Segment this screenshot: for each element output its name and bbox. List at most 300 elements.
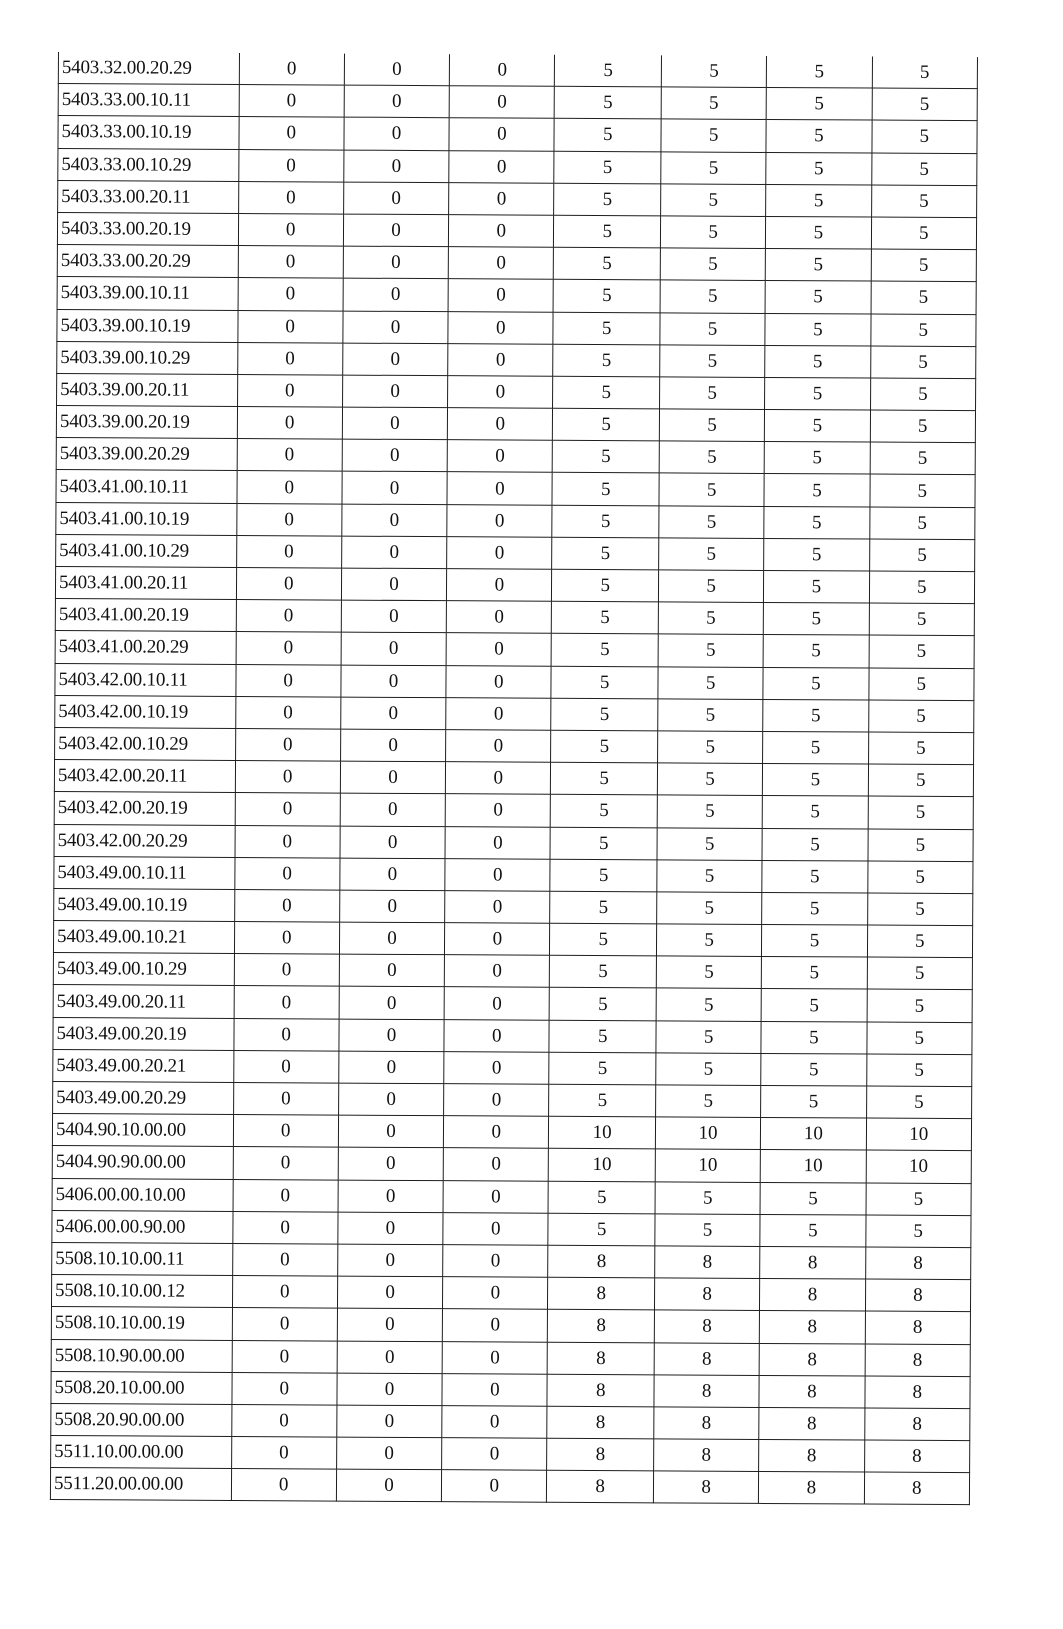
rate-cell-r4: 5: [550, 827, 657, 860]
rate-cell-r2: 0: [338, 1180, 443, 1213]
tariff-code-cell: 5403.49.00.10.19: [54, 888, 235, 921]
rate-cell-r2: 0: [336, 1437, 441, 1470]
rate-cell-r4: 5: [551, 795, 658, 828]
rate-cell-r6: 5: [763, 764, 868, 797]
rate-cell-r1: 0: [235, 664, 340, 697]
rate-cell-r6: 5: [765, 377, 870, 410]
rate-cell-r7: 5: [870, 442, 976, 475]
rate-cell-r3: 0: [446, 762, 551, 795]
rate-cell-r5: 5: [657, 892, 762, 925]
rate-cell-r2: 0: [342, 375, 447, 408]
table-row: [56, 406, 975, 443]
rate-cell-r1: 0: [235, 793, 340, 826]
tariff-code-cell: 5403.39.00.20.11: [57, 373, 238, 406]
rate-cell-r2: 0: [343, 246, 448, 279]
rate-cell-r2: 0: [338, 1115, 443, 1148]
tariff-code-cell: 5403.39.00.20.19: [56, 406, 237, 439]
rate-cell-r2: 0: [337, 1373, 442, 1406]
table-row: [52, 1146, 971, 1183]
rate-cell-r4: 5: [553, 376, 660, 409]
tariff-code-cell: 5403.41.00.20.11: [55, 566, 236, 599]
rate-cell-r5: 5: [660, 248, 765, 281]
rate-cell-r3: 0: [448, 311, 553, 344]
rate-cell-r5: 8: [654, 1407, 759, 1440]
rate-cell-r6: 5: [766, 120, 871, 153]
table-row: [53, 1049, 972, 1086]
tariff-code-cell: 5403.39.00.10.11: [57, 277, 238, 310]
rate-cell-r5: 5: [659, 538, 764, 571]
tariff-code-cell: 5403.33.00.20.19: [57, 212, 238, 245]
tariff-code-cell: 5403.33.00.10.11: [58, 84, 239, 117]
table-row: [56, 470, 975, 507]
table-row: [58, 52, 977, 89]
rate-cell-r5: 8: [654, 1342, 759, 1375]
rate-cell-r6: 5: [761, 989, 866, 1022]
rate-cell-r5: 5: [657, 795, 762, 828]
rate-cell-r1: 0: [236, 568, 341, 601]
tariff-code-cell: 5508.10.10.00.19: [51, 1307, 232, 1340]
rate-cell-r5: 5: [656, 988, 761, 1021]
rate-cell-r3: 0: [449, 54, 554, 86]
rate-cell-r4: 8: [548, 1342, 655, 1375]
rate-cell-r5: 5: [659, 409, 764, 442]
rate-cell-r1: 0: [234, 954, 339, 987]
rate-cell-r5: 5: [657, 860, 762, 893]
table-row: [57, 341, 976, 378]
rate-cell-r6: 5: [766, 184, 871, 217]
tariff-code-cell: 5403.39.00.10.19: [57, 309, 238, 342]
rate-cell-r4: 5: [549, 1020, 656, 1053]
rate-cell-r3: 0: [443, 1180, 548, 1213]
rate-cell-r5: 5: [658, 699, 763, 732]
table-row: [53, 921, 972, 958]
rate-cell-r3: 0: [444, 1019, 549, 1052]
rate-cell-r1: 0: [239, 53, 344, 85]
rate-cell-r5: 5: [658, 570, 763, 603]
rate-cell-r1: 0: [237, 310, 342, 343]
tariff-code-cell: 5403.42.00.20.11: [54, 760, 235, 793]
rate-cell-r7: 5: [866, 1183, 972, 1216]
tariff-code-cell: 5403.42.00.10.19: [55, 695, 236, 728]
rate-cell-r7: 8: [865, 1311, 971, 1344]
rate-cell-r1: 0: [238, 149, 343, 182]
rate-cell-r2: 0: [341, 665, 446, 698]
rate-cell-r5: 5: [661, 184, 766, 217]
rate-cell-r7: 5: [869, 603, 975, 636]
rate-cell-r6: 5: [762, 796, 867, 829]
rate-cell-r7: 5: [868, 668, 974, 701]
rate-cell-r2: 0: [340, 761, 445, 794]
rate-cell-r4: 5: [554, 183, 661, 216]
rate-cell-r2: 0: [344, 150, 449, 183]
rate-cell-r4: 5: [552, 569, 659, 602]
rate-cell-r5: 5: [658, 666, 763, 699]
tariff-code-cell: 5403.49.00.20.29: [53, 1081, 234, 1114]
rate-cell-r7: 8: [864, 1440, 970, 1473]
rate-cell-r2: 0: [338, 1147, 443, 1180]
tariff-code-cell: 5403.39.00.10.29: [57, 341, 238, 374]
rate-cell-r4: 8: [547, 1374, 654, 1407]
rate-cell-r7: 5: [867, 925, 973, 958]
tariff-code-cell: 5403.41.00.10.19: [56, 502, 237, 535]
tariff-code-cell: 5403.32.00.20.29: [58, 52, 239, 85]
rate-cell-r4: 5: [554, 119, 661, 152]
table-row: [57, 245, 976, 282]
rate-cell-r7: 5: [869, 539, 975, 572]
rate-cell-r3: 0: [446, 665, 551, 698]
rate-cell-r7: 8: [864, 1472, 970, 1505]
table-row: [52, 1242, 971, 1279]
rate-cell-r1: 0: [235, 825, 340, 858]
rate-cell-r6: 8: [759, 1439, 864, 1472]
table-row: [52, 1114, 971, 1151]
rate-cell-r5: 5: [659, 377, 764, 410]
tariff-code-cell: 5508.10.10.00.12: [51, 1275, 232, 1308]
rate-cell-r5: 5: [657, 827, 762, 860]
tariff-code-cell: 5403.42.00.10.29: [55, 727, 236, 760]
rate-cell-r5: 5: [657, 763, 762, 796]
table-row: [57, 277, 976, 314]
rate-cell-r7: 5: [866, 1086, 972, 1119]
rate-cell-r5: 5: [655, 1214, 760, 1247]
tariff-code-cell: 5403.33.00.10.29: [58, 148, 239, 181]
rate-cell-r5: 5: [656, 956, 761, 989]
rate-cell-r6: 10: [760, 1150, 865, 1183]
rate-cell-r1: 0: [239, 117, 344, 150]
rate-cell-r6: 5: [767, 56, 872, 88]
rate-cell-r6: 5: [764, 442, 869, 475]
rate-cell-r7: 5: [870, 378, 976, 411]
rate-cell-r5: 5: [657, 731, 762, 764]
rate-cell-r1: 0: [233, 1147, 338, 1180]
rate-cell-r4: 5: [553, 312, 660, 345]
rate-cell-r2: 0: [341, 568, 446, 601]
rate-cell-r4: 5: [554, 215, 661, 248]
rate-cell-r1: 0: [234, 986, 339, 1019]
rate-cell-r6: 5: [760, 1214, 865, 1247]
rate-cell-r6: 5: [763, 667, 868, 700]
tariff-code-cell: 5403.39.00.20.29: [56, 438, 237, 471]
rate-cell-r5: 5: [658, 634, 763, 667]
rate-cell-r7: 5: [868, 829, 974, 862]
rate-cell-r3: 0: [444, 1116, 549, 1149]
table-row: [54, 760, 973, 797]
rate-cell-r7: 5: [868, 764, 974, 797]
rate-cell-r2: 0: [340, 729, 445, 762]
rate-cell-r3: 0: [448, 376, 553, 409]
rate-cell-r3: 0: [445, 923, 550, 956]
rate-cell-r4: 5: [550, 923, 657, 956]
rate-cell-r4: 8: [548, 1245, 655, 1278]
table-row: [56, 534, 975, 571]
rate-cell-r4: 5: [550, 988, 657, 1021]
rate-cell-r4: 8: [547, 1438, 654, 1471]
table-row: [53, 953, 972, 990]
rate-cell-r2: 0: [342, 439, 447, 472]
rate-cell-r5: 5: [660, 312, 765, 345]
rate-cell-r1: 0: [238, 213, 343, 246]
table-row: [51, 1275, 970, 1312]
rate-cell-r6: 5: [761, 1085, 866, 1118]
tariff-code-cell: 5403.49.00.20.21: [53, 1049, 234, 1082]
rate-cell-r6: 5: [765, 249, 870, 282]
rate-cell-r4: 5: [555, 86, 662, 119]
rate-cell-r7: 5: [870, 346, 976, 379]
tariff-code-cell: 5403.33.00.20.11: [58, 180, 239, 213]
rate-cell-r5: 5: [661, 87, 766, 120]
tariff-code-cell: 5403.42.00.10.11: [55, 663, 236, 696]
rate-cell-r2: 0: [339, 1019, 444, 1052]
rate-cell-r2: 0: [341, 536, 446, 569]
tariff-code-cell: 5403.33.00.10.19: [58, 116, 239, 149]
rate-cell-r3: 0: [442, 1406, 547, 1439]
table-row: [51, 1339, 970, 1376]
rate-cell-r2: 0: [344, 54, 449, 86]
rate-cell-r3: 0: [446, 730, 551, 763]
rate-cell-r3: 0: [449, 182, 554, 215]
rate-cell-r3: 0: [448, 247, 553, 280]
rate-cell-r3: 0: [444, 987, 549, 1020]
rate-cell-r6: 5: [762, 892, 867, 925]
table-row: [52, 1178, 971, 1215]
rate-cell-r1: 0: [235, 696, 340, 729]
rate-cell-r6: 5: [766, 216, 871, 249]
rate-cell-r4: 5: [548, 1213, 655, 1246]
rate-cell-r1: 0: [234, 857, 339, 890]
rate-cell-r4: 10: [549, 1116, 656, 1149]
rate-cell-r2: 0: [339, 987, 444, 1020]
rate-cell-r6: 10: [761, 1118, 866, 1151]
rate-cell-r7: 5: [871, 281, 977, 314]
tariff-code-cell: 5403.49.00.20.11: [53, 985, 234, 1018]
rate-cell-r7: 5: [869, 507, 975, 540]
rate-cell-r6: 8: [760, 1246, 865, 1279]
table-row: [55, 663, 974, 700]
rate-cell-r2: 0: [337, 1276, 442, 1309]
rate-cell-r7: 5: [867, 861, 973, 894]
rate-cell-r1: 0: [231, 1404, 336, 1437]
rate-cell-r1: 0: [236, 535, 341, 568]
rate-cell-r4: 5: [552, 634, 659, 667]
rate-cell-r4: 5: [549, 1181, 656, 1214]
rate-cell-r4: 8: [548, 1277, 655, 1310]
rate-cell-r2: 0: [338, 1244, 443, 1277]
rate-cell-r3: 0: [447, 504, 552, 537]
rate-cell-r6: 5: [763, 731, 868, 764]
rate-cell-r4: 5: [551, 762, 658, 795]
rate-cell-r3: 0: [449, 118, 554, 151]
rate-cell-r7: 5: [866, 1022, 972, 1055]
rate-cell-r3: 0: [449, 150, 554, 183]
rate-cell-r5: 8: [654, 1375, 759, 1408]
rate-cell-r7: 8: [865, 1376, 971, 1409]
rate-cell-r6: 5: [765, 313, 870, 346]
rate-cell-r2: 0: [340, 793, 445, 826]
tariff-code-cell: 5403.41.00.20.19: [55, 599, 236, 632]
rate-cell-r6: 5: [762, 957, 867, 990]
rate-cell-r7: 5: [870, 410, 976, 443]
rate-cell-r3: 0: [447, 536, 552, 569]
rate-cell-r2: 0: [343, 182, 448, 215]
table-row: [52, 1210, 971, 1247]
rate-cell-r6: 5: [763, 699, 868, 732]
rate-cell-r7: 8: [865, 1247, 971, 1280]
rate-cell-r5: 8: [654, 1278, 759, 1311]
rate-cell-r7: 8: [864, 1408, 970, 1441]
rate-cell-r3: 0: [448, 279, 553, 312]
table-row: [54, 824, 973, 861]
rate-cell-r6: 8: [759, 1472, 864, 1505]
table-row: [53, 1017, 972, 1054]
tariff-code-cell: 5508.20.10.00.00: [51, 1371, 232, 1404]
rate-cell-r1: 0: [231, 1437, 336, 1470]
table-row: [56, 438, 975, 475]
rate-cell-r5: 8: [653, 1471, 758, 1504]
rate-cell-r2: 0: [337, 1405, 442, 1438]
table-row: [58, 84, 977, 121]
rate-cell-r3: 0: [447, 440, 552, 473]
rate-cell-r2: 0: [336, 1469, 441, 1502]
rate-cell-r1: 0: [232, 1243, 337, 1276]
rate-cell-r6: 5: [761, 1053, 866, 1086]
rate-cell-r4: 5: [554, 151, 661, 184]
rate-cell-r5: 5: [656, 1053, 761, 1086]
table-row: [57, 212, 976, 249]
rate-cell-r5: 5: [661, 55, 766, 87]
rate-cell-r1: 0: [231, 1372, 336, 1405]
rate-cell-r7: 5: [868, 700, 974, 733]
rate-cell-r2: 0: [340, 858, 445, 891]
rate-cell-r3: 0: [449, 86, 554, 119]
rate-cell-r4: 5: [551, 666, 658, 699]
rate-cell-r5: 5: [659, 473, 764, 506]
rate-cell-r3: 0: [444, 1051, 549, 1084]
rate-cell-r3: 0: [442, 1373, 547, 1406]
rate-cell-r4: 5: [550, 956, 657, 989]
rate-cell-r2: 0: [341, 632, 446, 665]
rate-cell-r4: 5: [549, 1084, 656, 1117]
rate-cell-r6: 5: [762, 860, 867, 893]
tariff-code-cell: 5403.49.00.10.21: [53, 921, 234, 954]
scanned-page: [50, 52, 978, 1506]
rate-cell-r4: 5: [552, 601, 659, 634]
rate-cell-r6: 8: [760, 1311, 865, 1344]
rate-cell-r6: 5: [765, 345, 870, 378]
rate-cell-r5: 5: [660, 216, 765, 249]
rate-cell-r7: 5: [871, 217, 977, 250]
rate-cell-r4: 5: [553, 344, 660, 377]
tariff-code-cell: 5403.41.00.10.11: [56, 470, 237, 503]
rate-cell-r2: 0: [337, 1341, 442, 1374]
rate-cell-r3: 0: [443, 1148, 548, 1181]
rate-cell-r7: 5: [869, 635, 975, 668]
rate-cell-r4: 5: [551, 698, 658, 731]
table-row: [57, 373, 976, 410]
table-row: [54, 888, 973, 925]
rate-cell-r3: 0: [447, 472, 552, 505]
rate-cell-r5: 5: [660, 280, 765, 313]
table-row: [54, 792, 973, 829]
rate-cell-r1: 0: [237, 374, 342, 407]
rate-cell-r2: 0: [337, 1308, 442, 1341]
rate-cell-r6: 8: [760, 1279, 865, 1312]
rate-cell-r5: 5: [658, 602, 763, 635]
tariff-code-cell: 5403.42.00.20.29: [54, 824, 235, 857]
table-row: [51, 1307, 970, 1344]
rate-cell-r2: 0: [340, 826, 445, 859]
rate-cell-r6: 8: [759, 1407, 864, 1440]
rate-cell-r3: 0: [447, 569, 552, 602]
rate-cell-r1: 0: [238, 181, 343, 214]
table-row: [50, 1468, 969, 1505]
rate-cell-r3: 0: [445, 794, 550, 827]
rate-cell-r6: 5: [764, 474, 869, 507]
rate-cell-r6: 5: [762, 925, 867, 958]
rate-cell-r2: 0: [343, 278, 448, 311]
rate-cell-r1: 0: [238, 278, 343, 311]
rate-cell-r4: 5: [555, 55, 662, 87]
rate-cell-r4: 5: [549, 1052, 656, 1085]
rate-cell-r7: 5: [865, 1215, 971, 1248]
rate-cell-r7: 10: [866, 1118, 972, 1151]
rate-cell-r4: 8: [547, 1471, 654, 1504]
rate-cell-r3: 0: [444, 1084, 549, 1117]
rate-cell-r3: 0: [445, 891, 550, 924]
tariff-code-cell: 5403.41.00.10.29: [56, 534, 237, 567]
rate-cell-r6: 8: [759, 1343, 864, 1376]
rate-cell-r2: 0: [341, 697, 446, 730]
rate-cell-r4: 5: [552, 505, 659, 538]
rate-cell-r3: 0: [445, 826, 550, 859]
table-row: [55, 599, 974, 636]
tariff-code-cell: 5406.00.00.10.00: [52, 1178, 233, 1211]
rate-cell-r3: 0: [449, 215, 554, 248]
rate-cell-r3: 0: [446, 697, 551, 730]
tariff-table-body: [50, 52, 977, 1505]
table-row: [57, 309, 976, 346]
table-row: [51, 1371, 970, 1408]
rate-cell-r6: 5: [763, 635, 868, 668]
rate-cell-r5: 5: [656, 924, 761, 957]
rate-cell-r5: 5: [661, 151, 766, 184]
rate-cell-r2: 0: [341, 600, 446, 633]
tariff-code-cell: 5403.33.00.20.29: [57, 245, 238, 278]
rate-cell-r6: 5: [766, 152, 871, 185]
rate-cell-r5: 5: [655, 1181, 760, 1214]
rate-cell-r6: 5: [762, 828, 867, 861]
rate-cell-r3: 0: [442, 1470, 547, 1503]
table-row: [56, 502, 975, 539]
rate-cell-r5: 5: [660, 345, 765, 378]
tariff-code-cell: 5508.10.10.00.11: [52, 1242, 233, 1275]
rate-cell-r6: 5: [764, 570, 869, 603]
rate-cell-r7: 5: [872, 88, 978, 121]
rate-cell-r1: 0: [234, 922, 339, 955]
tariff-code-cell: 5403.41.00.20.29: [55, 631, 236, 664]
table-row: [51, 1436, 970, 1473]
rate-cell-r1: 0: [237, 407, 342, 440]
rate-cell-r1: 0: [233, 1018, 338, 1051]
rate-cell-r7: 5: [867, 957, 973, 990]
rate-cell-r3: 0: [448, 408, 553, 441]
rate-cell-r6: 5: [765, 281, 870, 314]
rate-cell-r7: 5: [866, 1054, 972, 1087]
rate-cell-r6: 5: [766, 88, 871, 121]
rate-cell-r3: 0: [446, 633, 551, 666]
rate-cell-r3: 0: [445, 858, 550, 891]
tariff-code-cell: 5508.10.90.00.00: [51, 1339, 232, 1372]
tariff-code-cell: 5508.20.90.00.00: [51, 1403, 232, 1436]
